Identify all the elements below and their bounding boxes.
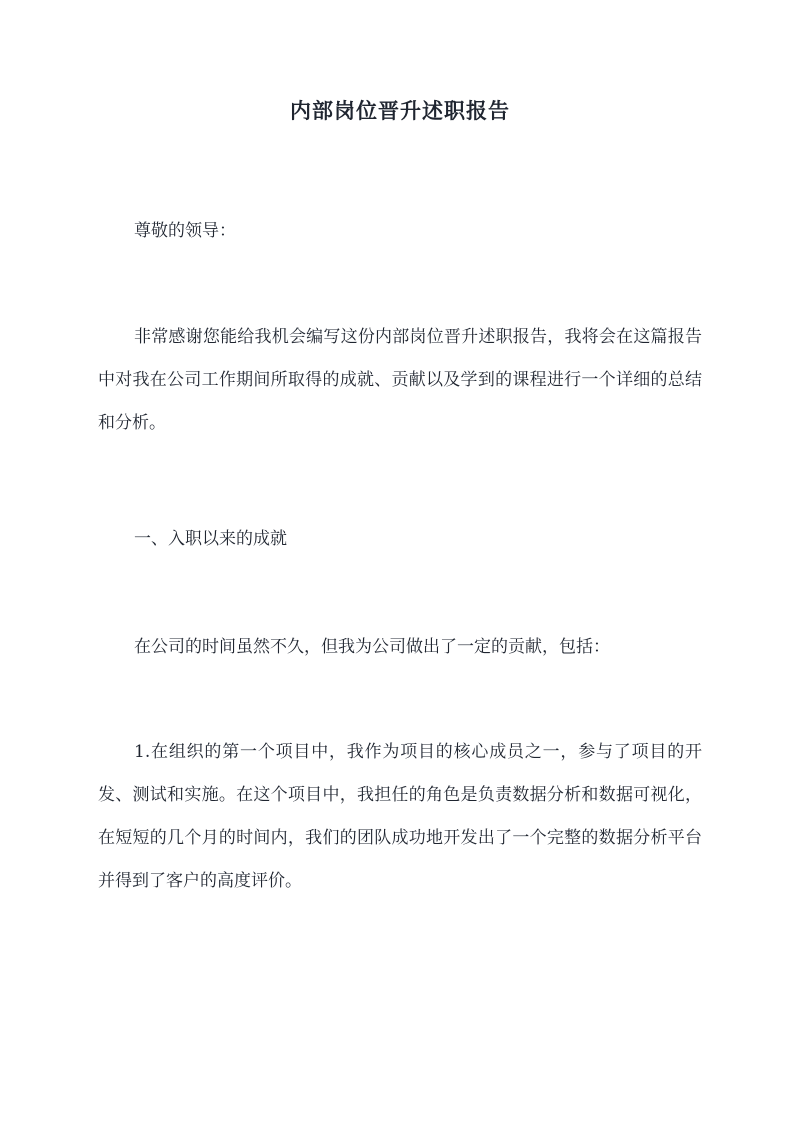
section-heading-achievements: 一、入职以来的成就	[134, 529, 287, 549]
document-title: 内部岗位晋升述职报告	[290, 98, 510, 123]
intro-paragraph: 非常感谢您能给我机会编写这份内部岗位晋升述职报告，我将会在这篇报告中对我在公司工作期间所取得的成就、贡献以及学到的课程进行一个详细的总结和分析。	[98, 327, 702, 433]
achievement-item-1: 1.在组织的第一个项目中，我作为项目的核心成员之一，参与了项目的开发、测试和实施。在这个项目中，我担任的角色是负责数据分析和数据可视化，在短短的几个月的时间内，我们的团队成功地开发出了一个完整的数据分析平台并得到了客户的高度评价。	[98, 742, 702, 891]
section-lead-paragraph: 在公司的时间虽然不久，但我为公司做出了一定的贡献，包括：	[134, 637, 610, 657]
salutation: 尊敬的领导：	[134, 221, 236, 241]
